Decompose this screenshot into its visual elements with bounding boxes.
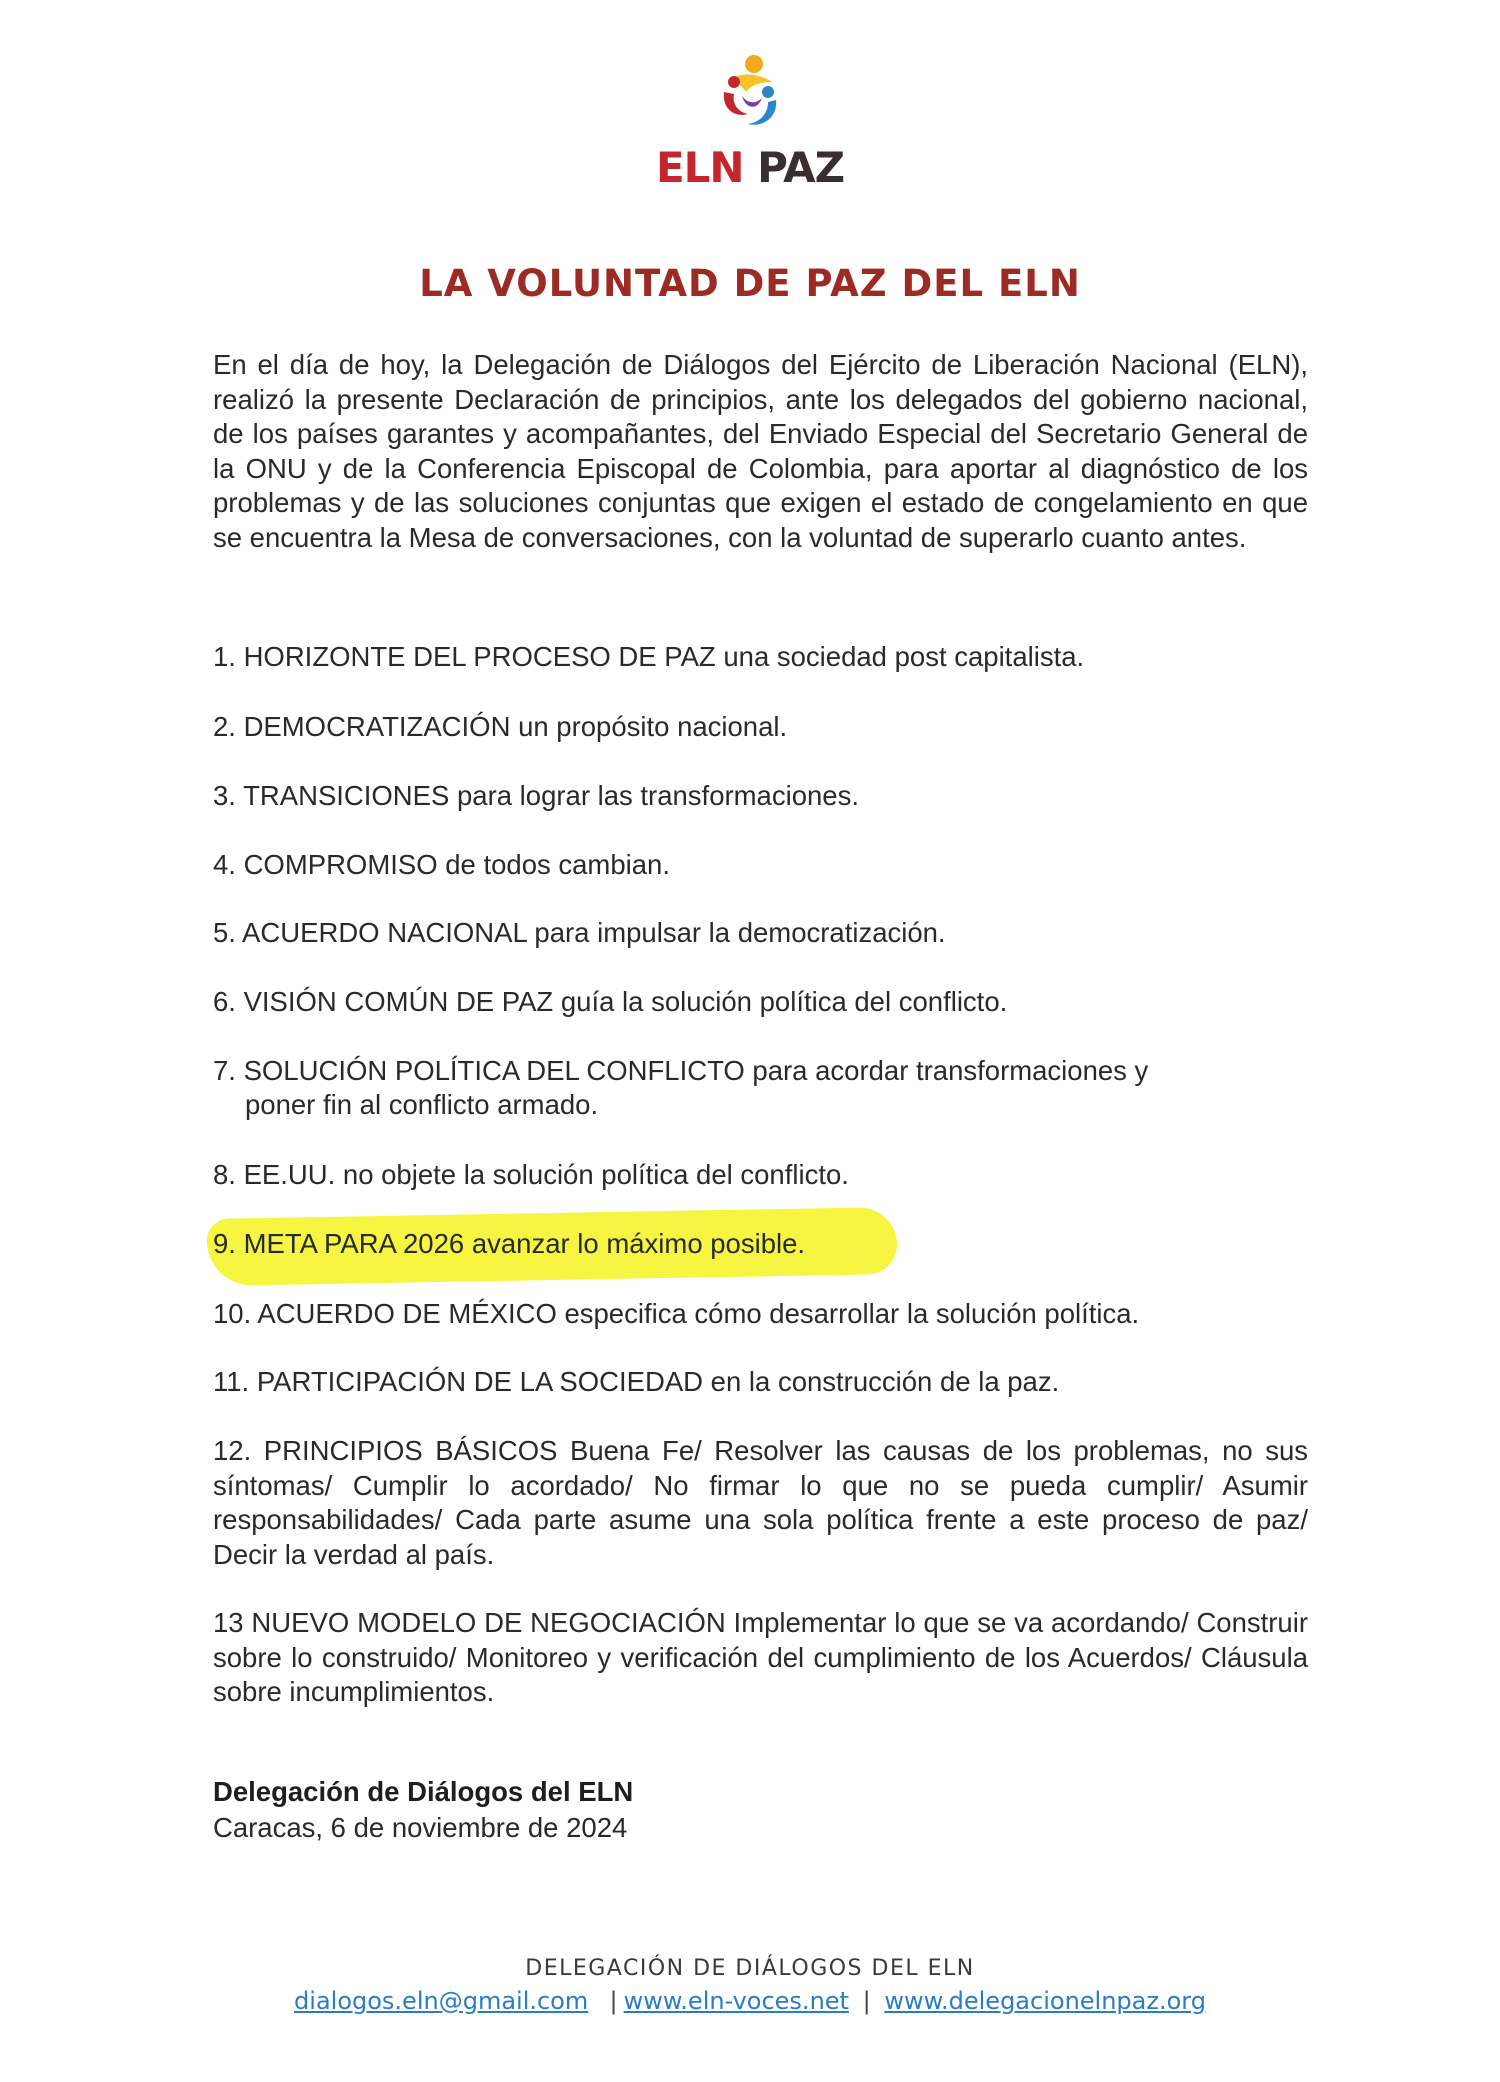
intro-paragraph: En el día de hoy, la Delegación de Diálogos del Ejército de Liberación Nacional (ELN), realizó la presente Declaración de principios, ante los delegados del gobierno nacional, de los países garantes y acompañantes, del Enviado Especial del Secretario General de la ONU y de la Conferencia Episcopal de Colombia, para aportar al diagnóstico de los problemas y de las soluciones conjuntas que exigen el estado de congelamiento en que se encuentra la Mesa de conversaciones, con la voluntad de superarlo cuanto antes. xyxy=(213,349,1308,553)
signature-org: Delegación de Diálogos del ELN xyxy=(213,1776,634,1807)
list-item: 3. TRANSICIONES para lograr las transformaciones. xyxy=(213,780,859,811)
footer-title: DELEGACIÓN DE DIÁLOGOS DEL ELN xyxy=(525,1956,975,1981)
signature-block xyxy=(213,1774,633,1846)
link-separator: | xyxy=(601,1987,618,2015)
list-item: 13 NUEVO MODELO DE NEGOCIACIÓN Implementar lo que se va acordando/ Construir sobre lo construido/ Monitoreo y verificación del cumplimiento de los Acuerdos/ Cláusula sobre incumplimientos. xyxy=(213,1607,1308,1707)
brand-word-paz: PAZ xyxy=(757,143,845,192)
document-title: LA VOLUNTAD DE PAZ DEL ELN xyxy=(419,262,1081,305)
signature-place-date: Caracas, 6 de noviembre de 2024 xyxy=(213,1812,628,1843)
footer xyxy=(0,1956,1500,2015)
brand-wordmark xyxy=(0,144,1500,192)
list-item-continuation: poner fin al conflicto armado. xyxy=(245,1089,599,1120)
email-link[interactable]: dialogos.eln@gmail.com xyxy=(294,1987,589,2015)
list-item: 2. DEMOCRATIZACIÓN un propósito nacional. xyxy=(213,711,788,742)
highlighted-list-item xyxy=(213,1227,1308,1262)
list-item: 10. ACUERDO DE MÉXICO especifica cómo desarrollar la solución política. xyxy=(213,1298,1140,1329)
footer-links xyxy=(0,1987,1500,2015)
eln-voces-link[interactable]: www.eln-voces.net xyxy=(623,1987,849,2015)
list-item: 4. COMPROMISO de todos cambian. xyxy=(213,849,670,880)
list-item: 12. PRINCIPIOS BÁSICOS Buena Fe/ Resolver las causas de los problemas, no sus síntomas/ Cumplir lo acordado/ No firmar lo que no se pueda cumplir/ Asumir responsabilidades/ Cada parte asume una sola política frente a este proceso de paz/ Decir la verdad al país. xyxy=(213,1435,1308,1570)
yellow-highlight: 9. META PARA 2026 avanzar lo máximo posible. xyxy=(213,1227,805,1262)
list-item: 1. HORIZONTE DEL PROCESO DE PAZ una sociedad post capitalista. xyxy=(213,641,1085,672)
brand-word-eln: ELN xyxy=(655,143,744,192)
doves-emblem-icon xyxy=(712,52,788,136)
list-item: 8. EE.UU. no objete la solución política del conflicto. xyxy=(213,1159,849,1190)
list-item: 7. SOLUCIÓN POLÍTICA DEL CONFLICTO para acordar transformaciones y xyxy=(213,1055,1149,1086)
delegacion-link[interactable]: www.delegacionelnpaz.org xyxy=(884,1987,1206,2015)
list-item: 6. VISIÓN COMÚN DE PAZ guía la solución política del conflicto. xyxy=(213,986,1008,1017)
list-item: 5. ACUERDO NACIONAL para impulsar la democratización. xyxy=(213,917,946,948)
eln-paz-logo xyxy=(0,52,1500,192)
link-separator: | xyxy=(862,1987,871,2015)
list-item: 11. PARTICIPACIÓN DE LA SOCIEDAD en la construcción de la paz. xyxy=(213,1366,1060,1397)
